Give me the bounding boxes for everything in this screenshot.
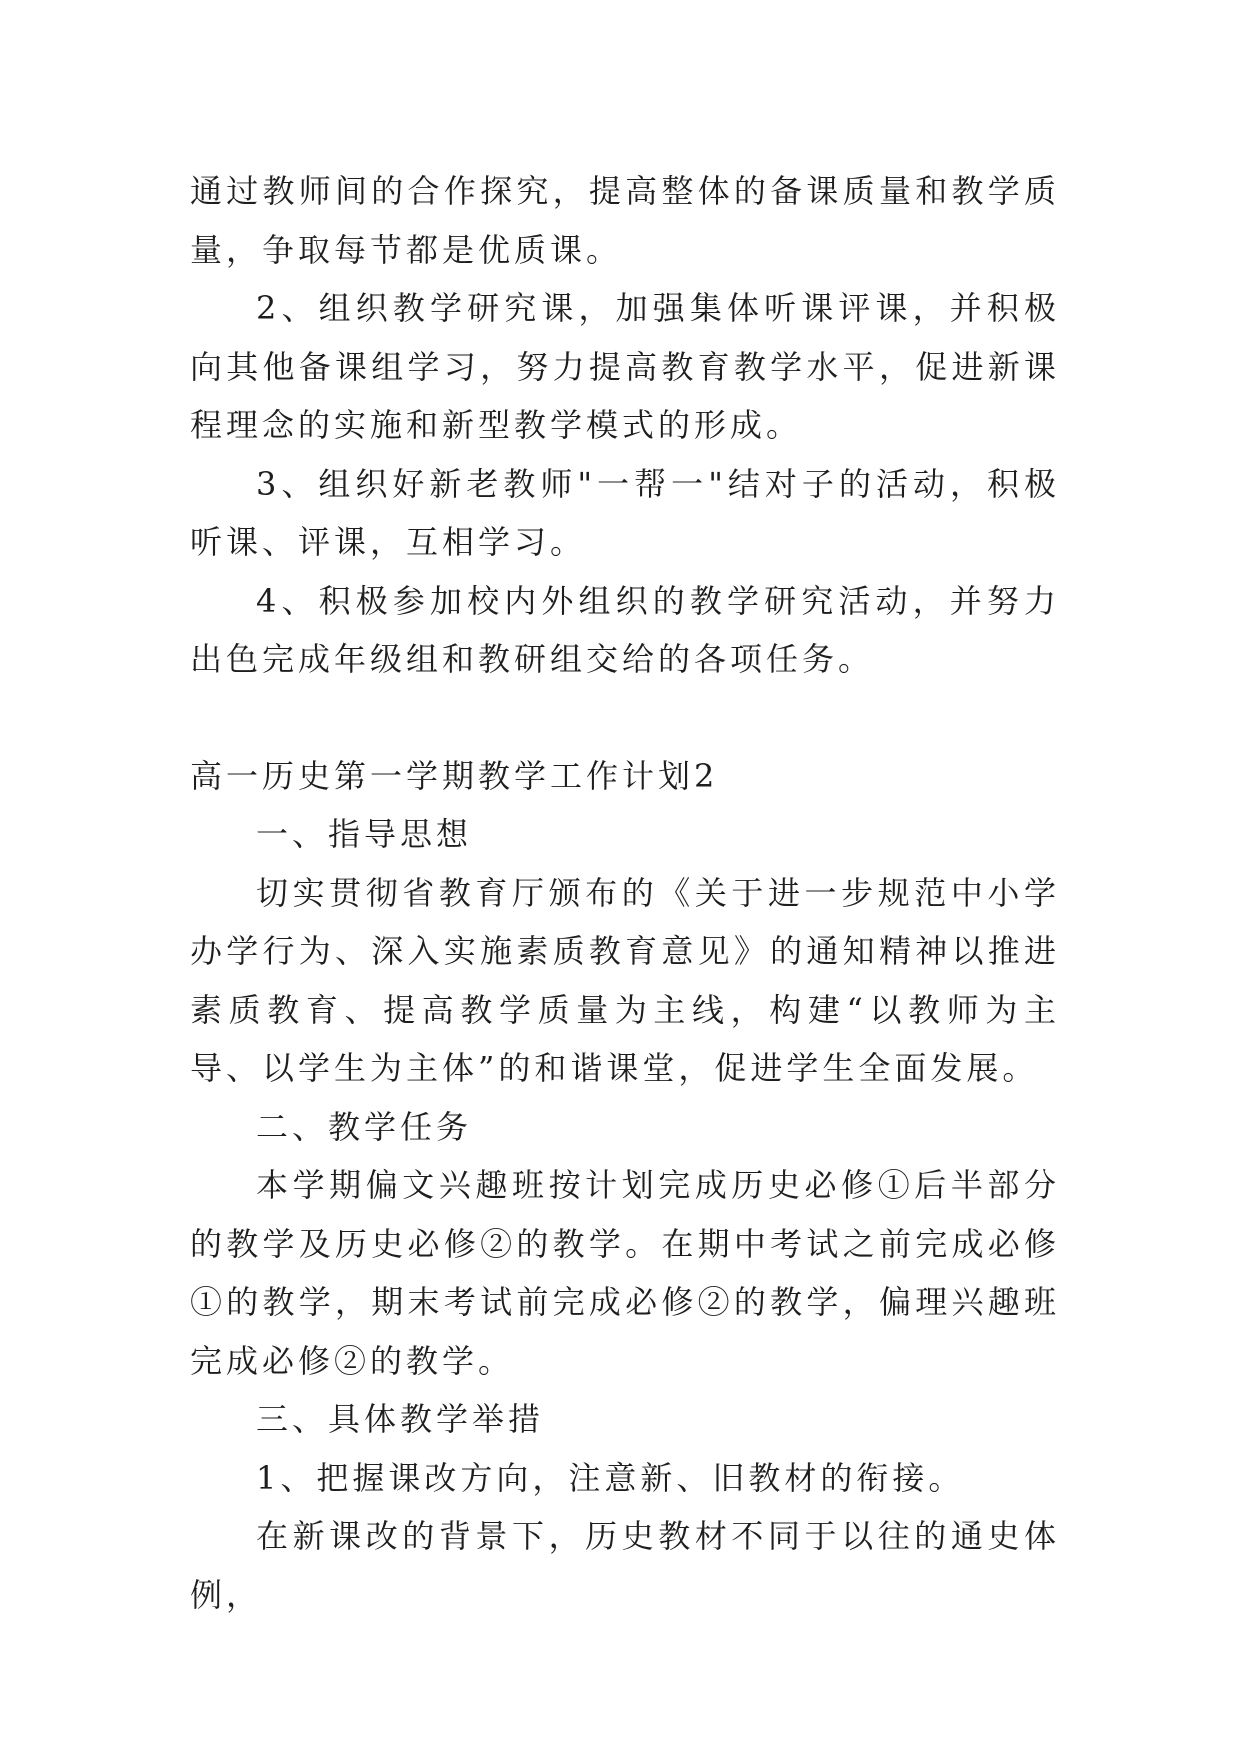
paragraph-measure-1: 1、把握课改方向，注意新、旧教材的衔接。 bbox=[256, 1458, 965, 1497]
section-heading-teaching-tasks: 二、教学任务 bbox=[256, 1107, 473, 1146]
section-heading-guiding-thought: 一、指导思想 bbox=[256, 815, 473, 853]
paragraph-item-2: 2、组织教学研究课，加强集体听课评课，并积极向其他备课组学习，努力提高教育教学水平，促进新课程理念的实施和新型教学模式的形成。 bbox=[190, 289, 1060, 444]
section-heading-teaching-measures: 三、具体教学举措 bbox=[256, 1400, 545, 1438]
paragraph-item-4: 4、积极参加校内外组织的教学研究活动，并努力出色完成年级组和教研组交给的各项任务。 bbox=[190, 581, 1060, 678]
section-spacer bbox=[190, 689, 1060, 747]
paragraph-item-3: 3、组织好新老教师"一帮一"结对子的活动，积极听课、评课，互相学习。 bbox=[190, 464, 1060, 561]
paragraph-teaching-tasks: 本学期偏文兴趣班按计划完成历史必修①后半部分的教学及历史必修②的教学。在期中考试之前完成必修①的教学，期末考试前完成必修②的教学，偏理兴趣班完成必修②的教学。 bbox=[190, 1166, 1060, 1380]
paragraph-new-curriculum: 在新课改的背景下，历史教材不同于以往的通史体例， bbox=[190, 1517, 1060, 1614]
paragraph-guiding-thought: 切实贯彻省教育厅颁布的《关于进一步规范中小学办学行为、深入实施素质教育意见》的通知精神以推进素质教育、提高教学质量为主线，构建“以教师为主导、以学生为主体”的和谐课堂，促进学生全面发展。 bbox=[190, 873, 1060, 1087]
paragraph-cooperation: 通过教师间的合作探究，提高整体的备课质量和教学质量，争取每节都是优质课。 bbox=[190, 172, 1060, 269]
document-title: 高一历史第一学期教学工作计划2 bbox=[190, 756, 719, 795]
document-body bbox=[190, 162, 1060, 1624]
